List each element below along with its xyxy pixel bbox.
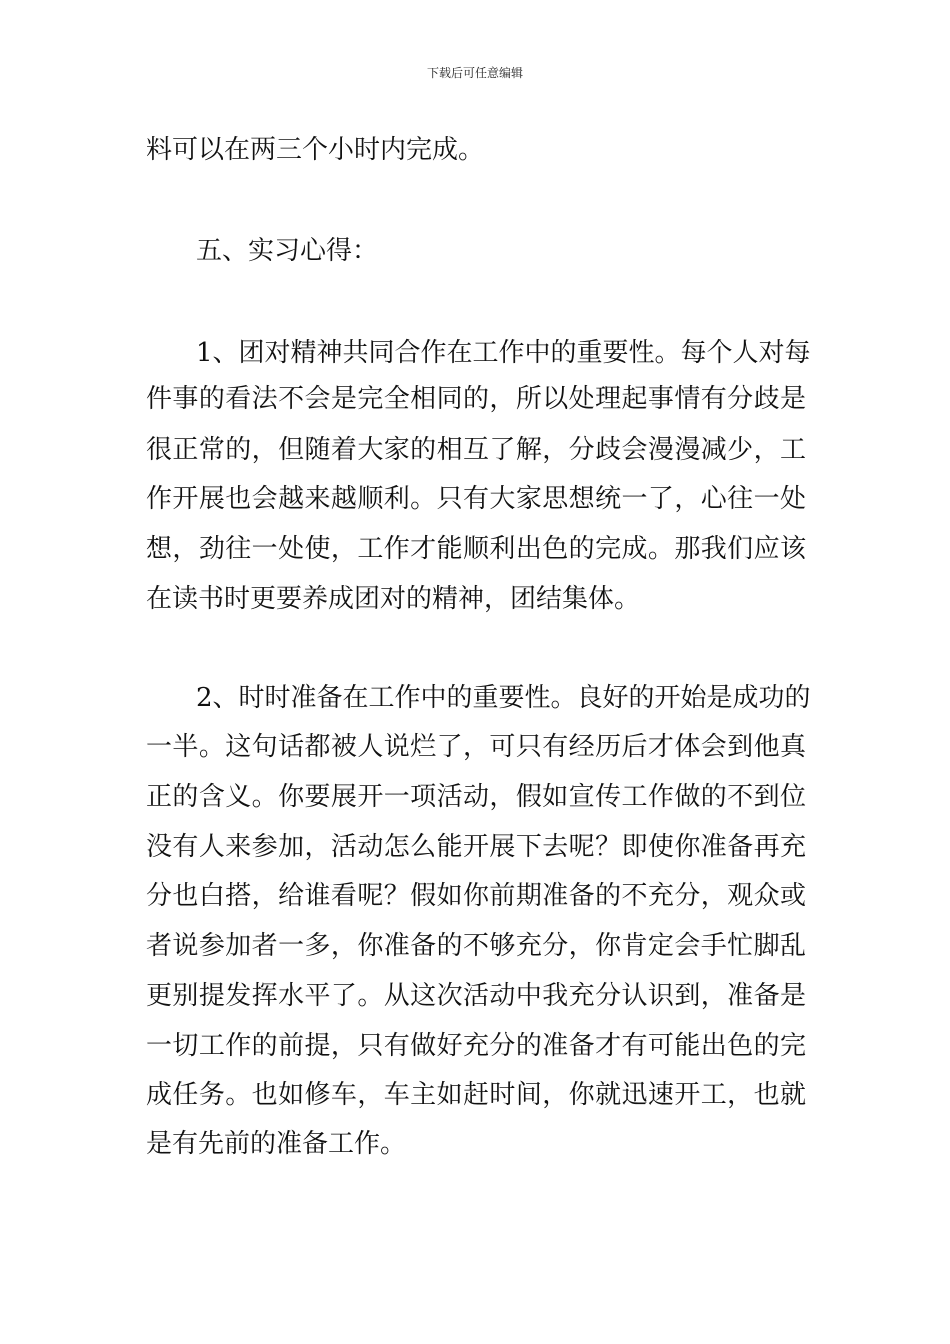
section-heading: 五、实习心得： bbox=[196, 236, 379, 266]
paragraph2-line: 正的含义。你要展开一项活动，假如宣传工作做的不到位 bbox=[146, 782, 806, 812]
paragraph2-line: 没有人来参加，活动怎么能开展下去呢？即使你准备再充 bbox=[146, 832, 806, 862]
paragraph1-line: 想，劲往一处使，工作才能顺利出色的完成。那我们应该 bbox=[146, 534, 806, 564]
paragraph2-line: 2、时时准备在工作中的重要性。良好的开始是成功的 bbox=[196, 683, 811, 713]
paragraph1-line: 1、团对精神共同合作在工作中的重要性。每个人对每 bbox=[196, 338, 811, 368]
paragraph2-line: 是有先前的准备工作。 bbox=[146, 1129, 407, 1159]
paragraph1-line: 件事的看法不会是完全相同的，所以处理起事情有分歧是 bbox=[146, 384, 806, 414]
paragraph2-line: 分也白搭，给谁看呢？假如你前期准备的不充分，观众或 bbox=[146, 881, 806, 911]
continuation-line: 料可以在两三个小时内完成。 bbox=[146, 135, 485, 165]
paragraph2-line: 一切工作的前提，只有做好充分的准备才有可能出色的完 bbox=[146, 1031, 806, 1061]
page-header: 下载后可任意编辑 bbox=[426, 66, 523, 80]
paragraph2-line: 一半。这句话都被人说烂了，可只有经历后才体会到他真 bbox=[146, 732, 806, 762]
paragraph1-line: 很正常的，但随着大家的相互了解，分歧会漫漫减少，工 bbox=[146, 435, 806, 465]
paragraph2-line: 者说参加者一多，你准备的不够充分，你肯定会手忙脚乱 bbox=[146, 931, 806, 961]
paragraph2-line: 更别提发挥水平了。从这次活动中我充分认识到，准备是 bbox=[146, 981, 806, 1011]
paragraph2-line: 成任务。也如修车，车主如赶时间，你就迅速开工，也就 bbox=[146, 1080, 806, 1110]
paragraph1-line: 作开展也会越来越顺利。只有大家思想统一了，心往一处 bbox=[146, 484, 806, 514]
paragraph1-line: 在读书时更要养成团对的精神，团结集体。 bbox=[146, 584, 641, 614]
